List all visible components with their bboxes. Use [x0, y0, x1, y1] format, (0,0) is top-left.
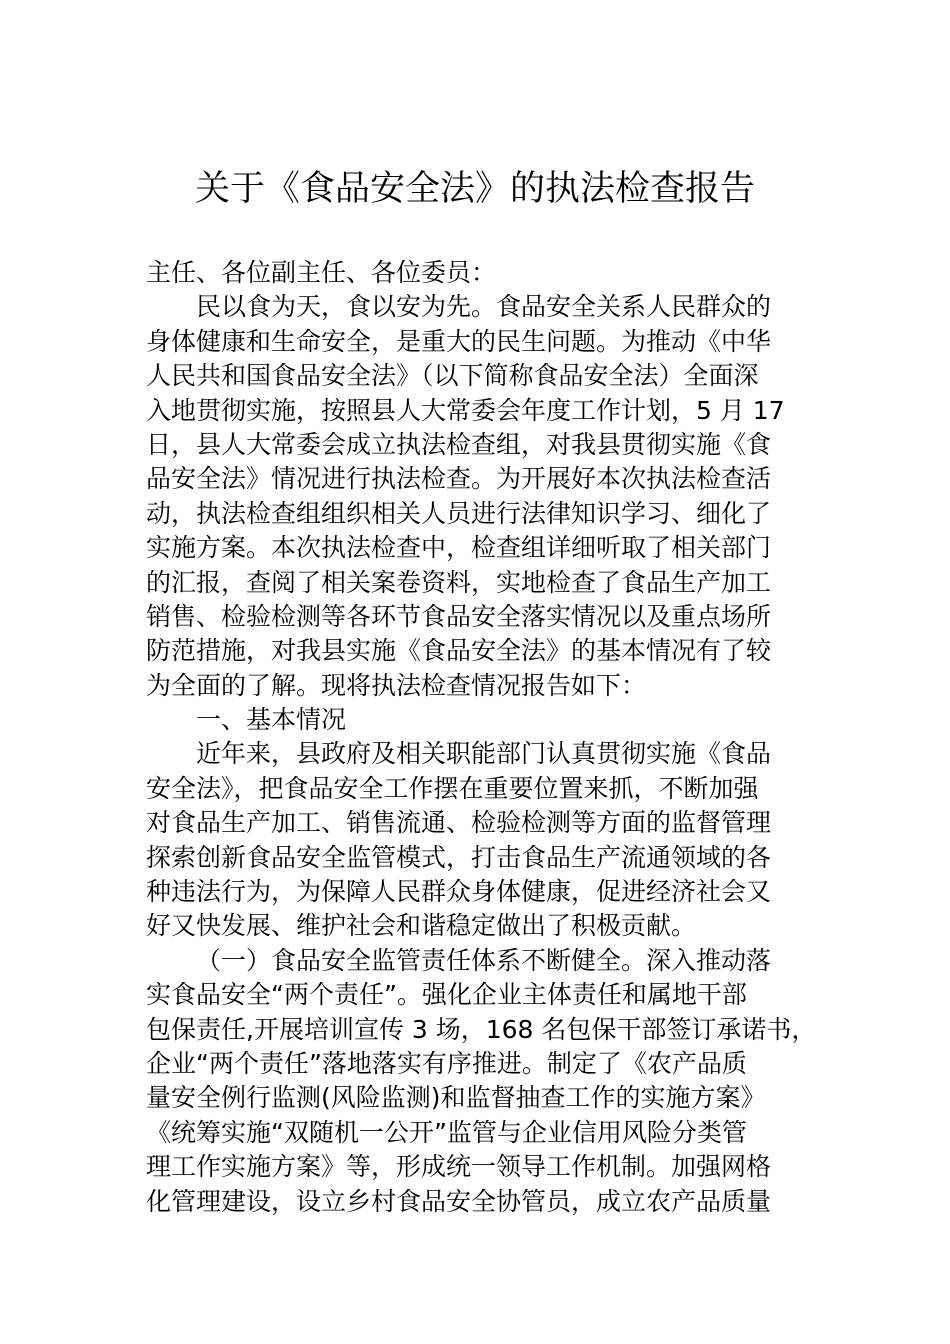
body-line: 对食品生产加工、销售流通、检验检测等方面的监督管理: [146, 808, 772, 838]
body-line: 民以食为天，食以安为先。食品安全关系人民群众的: [196, 292, 772, 322]
body-line: 探索创新食品安全监管模式，打击食品生产流通领域的各: [146, 842, 772, 872]
body-line: 一、基本情况: [196, 705, 347, 735]
body-line: 《统筹实施“双随机一公开”监管与企业信用风险分类管: [146, 1117, 747, 1147]
body-line: 销售、检验检测等各环节食品安全落实情况以及重点场所: [146, 601, 772, 631]
body-line: 实食品安全“两个责任”。强化企业主体责任和属地干部: [146, 980, 747, 1010]
body-line: 包保责任,开展培训宣传 3 场，168 名包保干部签订承诺书，: [146, 1014, 817, 1044]
body-line: 入地贯彻实施，按照县人大常委会年度工作计划，5 月 17: [146, 395, 785, 425]
body-line: 种违法行为，为保障人民群众身体健康，促进经济社会又: [146, 877, 772, 907]
body-line: 身体健康和生命安全，是重大的民生问题。为推动《中华: [146, 326, 772, 356]
body-line: 好又快发展、维护社会和谐稳定做出了积极贡献。: [146, 911, 697, 941]
body-line: 实施方案。本次执法检查中，检查组详细听取了相关部门: [146, 533, 772, 563]
document-title: 关于《食品安全法》的执法检查报告: [194, 169, 755, 209]
body-line: 日，县人大常委会成立执法检查组，对我县贯彻实施《食: [146, 429, 772, 459]
body-line: 的汇报，查阅了相关案卷资料，实地检查了食品生产加工: [146, 567, 772, 597]
body-line: 人民共和国食品安全法》（以下简称食品安全法）全面深: [146, 361, 759, 391]
body-line: （一）食品安全监管责任体系不断健全。深入推动落: [196, 945, 772, 975]
body-line: 防范措施，对我县实施《食品安全法》的基本情况有了较: [146, 636, 772, 666]
body-line: 品安全法》情况进行执法检查。为开展好本次执法检查活: [146, 464, 772, 494]
body-line: 企业“两个责任”落地落实有序推进。制定了《农产品质: [146, 1048, 747, 1078]
body-line: 主任、各位副主任、各位委员：: [146, 258, 497, 287]
body-line: 为全面的了解。现将执法检查情况报告如下：: [146, 670, 647, 700]
body-line: 量安全例行监测(风险监测)和监督抽查工作的实施方案》: [146, 1083, 766, 1113]
body-line: 近年来，县政府及相关职能部门认真贯彻实施《食品: [196, 739, 772, 769]
body-line: 安全法》，把食品安全工作摆在重要位置来抓，不断加强: [146, 773, 759, 803]
body-line: 化管理建设，设立乡村食品安全协管员，成立农产品质量: [146, 1186, 772, 1216]
body-line: 理工作实施方案》等，形成统一领导工作机制。加强网格: [146, 1152, 772, 1182]
body-line: 动，执法检查组组织相关人员进行法律知识学习、细化了: [146, 498, 772, 528]
document-body: [146, 256, 817, 1219]
